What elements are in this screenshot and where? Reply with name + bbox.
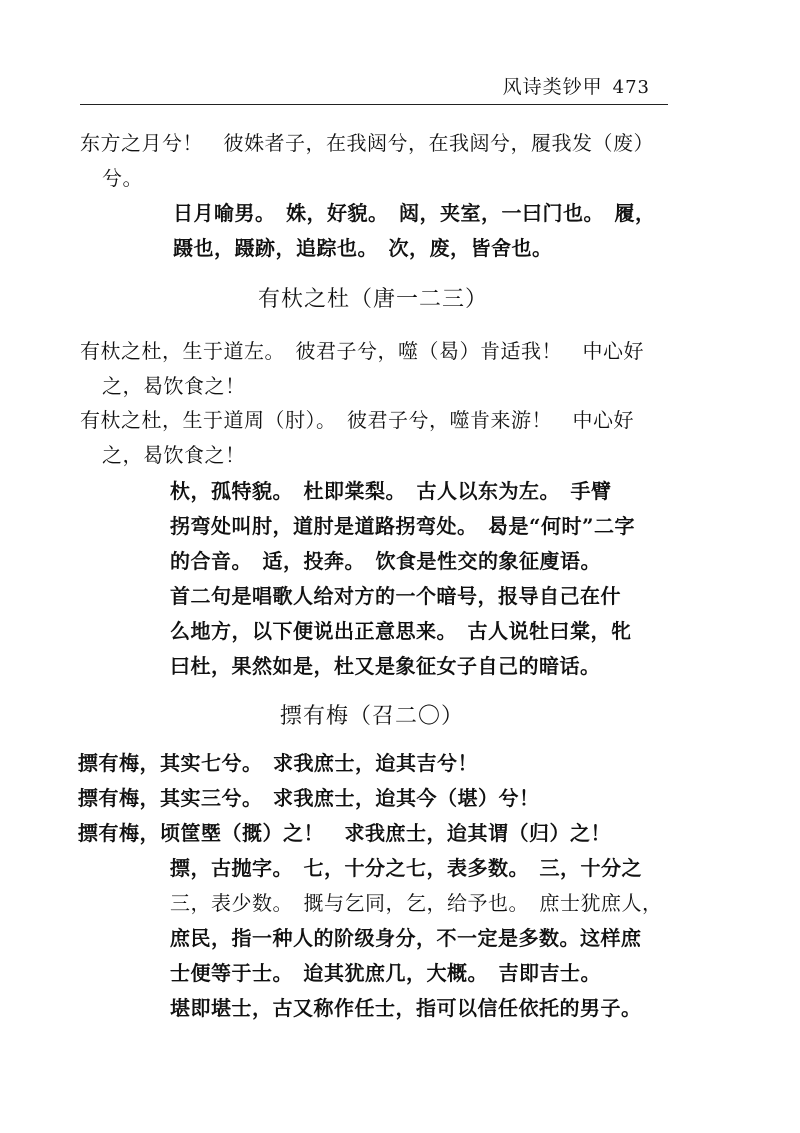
poem2-title: 有杕之杜（唐一二三） (258, 287, 489, 312)
poem3-note-line: 庶民，指一种人的阶级身分，不一定是多数。这样庶 (170, 926, 642, 950)
poem1-note-line: 日月喻男。 姝，好貌。 闼，夹室，一曰门也。 履， (173, 201, 656, 225)
poem3-note-line: 士便等于士。 迨其犹庶几，大概。 吉即吉士。 (170, 961, 601, 985)
poem2-note-line: 首二句是唱歌人给对方的一个暗号，报导自己在什 (170, 584, 621, 608)
poem1-note-line: 蹑也，蹑跡，追踪也。 次，废，皆舍也。 (173, 236, 553, 260)
poem2-note-line: 拐弯处叫肘，道肘是道路拐弯处。 曷是“何时”二字 (170, 514, 636, 538)
poem2-note-line: 曰杜，果然如是，杜又是象征女子自己的暗话。 (170, 654, 601, 678)
running-header (503, 72, 650, 99)
poem1-verse-line: 东方之月兮！ 彼姝者子，在我闼兮，在我闼兮，履我发（废） (80, 131, 654, 155)
poem2-note-line: 杕，孤特貌。 杜即棠梨。 古人以东为左。 手臂 (170, 479, 612, 503)
poem3-verse-line: 摽有梅，其实三兮。 求我庶士，迨其今（堪）兮！ (78, 786, 540, 810)
header-rule (80, 104, 668, 105)
poem2-verse-line-cont: 之，曷饮食之！ (102, 374, 246, 398)
poem3-verse-line: 摽有梅，顷筐塈（摡）之！ 求我庶士，迨其谓（归）之！ (78, 821, 611, 845)
poem2-verse-line: 有杕之杜，生于道左。 彼君子兮，噬（曷）肯适我！ 中心好 (80, 339, 644, 363)
poem3-note-line: 摽，古抛字。 七，十分之七，表多数。 三，十分之 (170, 856, 642, 880)
poem3-note-line: 堪即堪士，古又称作任士，指可以信任依托的男子。 (170, 996, 642, 1020)
poem3-title: 摽有梅（召二〇） (280, 704, 465, 729)
header-title: 风诗类钞甲 (502, 76, 603, 98)
poem2-verse-line-cont: 之，曷饮食之！ (102, 443, 246, 467)
page-number: 473 (612, 77, 650, 98)
poem1-verse-line-cont: 兮。 (102, 166, 143, 190)
poem3-verse-line: 摽有梅，其实七兮。 求我庶士，迨其吉兮！ (78, 751, 478, 775)
poem2-note-line: 的合音。 适，投奔。 饮食是性交的象征廋语。 (170, 549, 601, 573)
poem2-note-line: 么地方，以下便说出正意思来。 古人说牡曰棠，牝 (170, 619, 632, 643)
poem3-note-line: 三，表少数。 摡与乞同，乞，给予也。 庶士犹庶人， (170, 891, 663, 915)
poem2-verse-line: 有杕之杜，生于道周（肘）。 彼君子兮，噬肯来游！ 中心好 (80, 408, 634, 432)
